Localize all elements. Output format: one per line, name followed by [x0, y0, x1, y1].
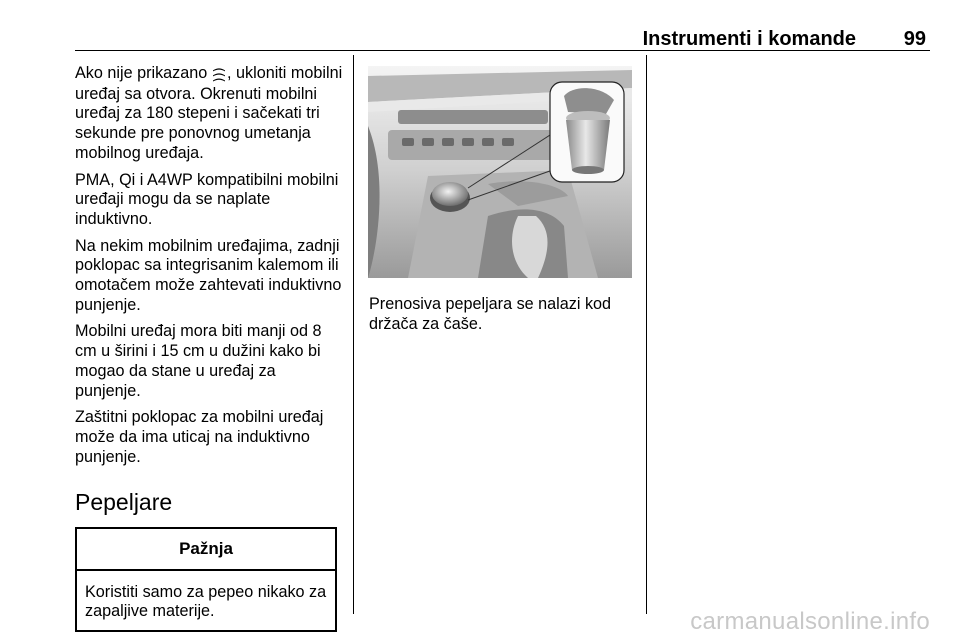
left-column [75, 64, 345, 632]
notice-box [75, 527, 337, 632]
column-divider [646, 55, 647, 614]
section-heading: Pepeljare [75, 489, 173, 516]
paragraph-text: Ako nije prikazano [75, 64, 212, 82]
wireless-charging-icon: ))) [211, 67, 227, 83]
paragraph-text: , ukloniti mobilni uređaj sa otvora. Okrenuti mobilni uređaj za 180 stepeni i sačekati tri sekunde pre ponovnog umetanja mobilnog uređaja. [75, 64, 343, 162]
paragraph: Zaštitni poklopac za mobilni uređaj može da ima uticaj na induktivno punjenje. [75, 408, 324, 466]
section-title: Instrumenti i komande [642, 28, 856, 50]
page-number: 99 [903, 28, 926, 50]
paragraph: Mobilni uređaj mora biti manji od 8 cm u širini i 15 cm u dužini kako bi mogao da stane u uređaj za punjenje. [75, 322, 322, 400]
paragraph: PMA, Qi i A4WP kompatibilni mobilni uređaji mogu da se naplate induktivno. [75, 170, 339, 228]
ashtray-illustration [368, 66, 632, 278]
column-divider [353, 55, 354, 614]
watermark-text: carmanualsonline.info [690, 608, 930, 635]
figure-caption: Prenosiva pepeljara se nalazi kod držača za čaše. [369, 295, 612, 333]
paragraph [75, 64, 345, 164]
page-header [75, 26, 930, 51]
notice-body: Koristiti samo za pepeo nikako za zapaljive materije. [85, 582, 327, 621]
paragraph: Na nekim mobilnim uređajima, zadnji poklopac sa integrisanim kalemom ili omotačem može zahtevati induktivno punjenje. [75, 236, 342, 314]
notice-title: Pažnja [77, 529, 335, 571]
